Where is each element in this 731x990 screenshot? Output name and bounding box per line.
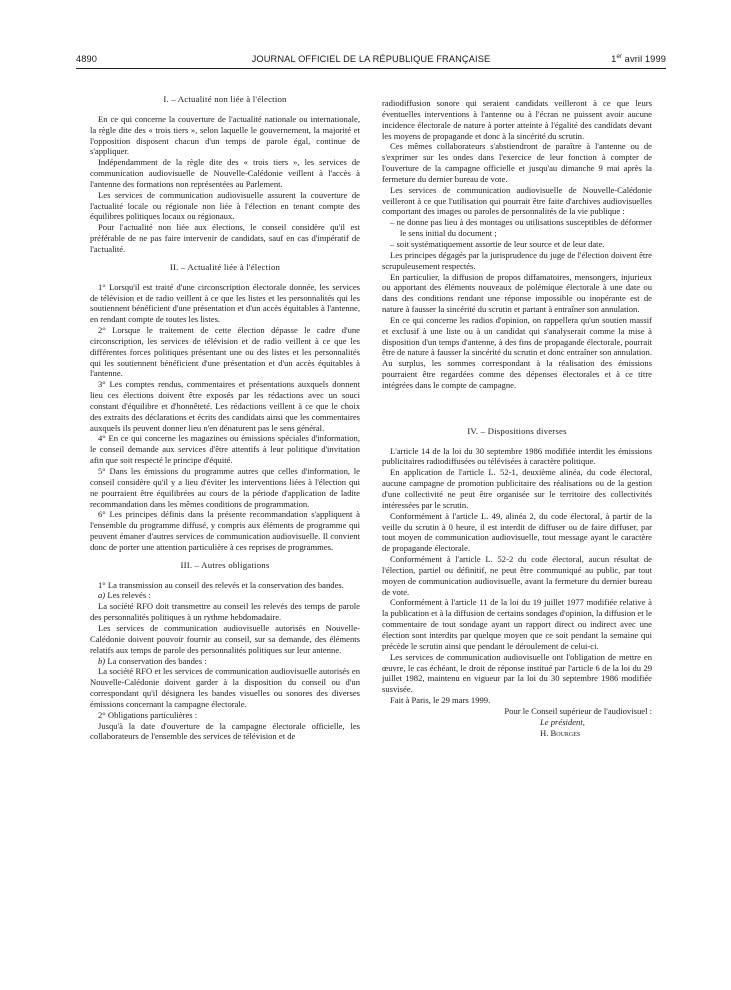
page-header	[76, 54, 666, 68]
paragraph: Les services de communication audiovisuelle ont l'obligation de mettre en œuvre, le cas échéant, le droit de réponse institué par l'article 6 de la loi du 29 juillet 1982, maintenu en vigueur par la loi du 30 septembre 1986 modifiée susvisée.	[382, 651, 652, 695]
list-item: – soit systématiquement assortie de leur source et de leur date.	[390, 238, 605, 249]
paragraph: Les services de communication audiovisuelle autorisés en Nouvelle-Calédonie doivent pouvoir fournir au conseil, sur sa demande, des éléments relatifs aux temps de parole des personnalités politiques sur leur antenne.	[90, 622, 360, 655]
page-number: 4890	[76, 54, 98, 64]
paragraph: Jusqu'à la date d'ouverture de la campagne électorale officielle, les collaborateurs de l'ensemble des services de télévision et de	[90, 720, 360, 742]
subheading-b: b) La conservation des bandes :	[98, 655, 207, 666]
section-title-2: II. – Actualité liée à l'élection	[169, 261, 281, 272]
paragraph: 1° Lorsqu'il est traité d'une circonscription électorale donnée, les services de télévision et de radio veillent à ce que les listes et les personnalités qui les soutiennent bénéficient d'une présentation et d'un accès équitables à l'antenne, en rendant compte de toutes les listes.	[90, 281, 360, 325]
subheading-a: a) Les relevés :	[98, 590, 151, 601]
paragraph: Les services de communication audiovisuelle assurent la couverture de l'actualité locale ou régionale non liée à l'élection en tenant compte des équilibres politiques locaux ou régionaux.	[90, 189, 360, 222]
section-title-1: I. – Actualité non liée à l'élection	[163, 94, 287, 104]
signature-title: Le président,	[540, 716, 585, 727]
paragraph: Pour l'actualité non liée aux élections, le conseil considère qu'il est préférable de ne pas faire intervenir de candidats, sauf en cas d'impératif de l'actualité.	[90, 222, 360, 254]
right-column	[382, 98, 652, 738]
paragraph: En particulier, la diffusion de propos diffamatoires, mensongers, injurieux ou apportant des éléments nouveaux de polémique électorale à une date ou dans des conditions rendant une réponse impossible ou inopérante est de nature à fausser la sincérité du scrutin et partant à entraîner son annulation.	[382, 271, 652, 315]
paragraph: Indépendamment de la règle dite des « trois tiers », les services de communication audiovisuelle de Nouvelle-Calédonie veillent à l'accès à l'antenne des formations non représentées au Parlement.	[90, 157, 360, 189]
section-title-4: IV. – Dispositions diverses	[467, 425, 567, 436]
paragraph: L'article 14 de la loi du 30 septembre 1986 modifiée interdit les émissions publicitaires radiodiffusées ou télévisées à caractère politique.	[382, 445, 652, 467]
bullet-list	[382, 217, 652, 250]
paragraph: Les services de communication audiovisuelle de Nouvelle-Calédonie veilleront à ce que l'utilisation qui pourrait être faite d'archives audiovisuelles comportant des images ou paroles de personnalités de la vie publique :	[382, 184, 652, 217]
paragraph: 1° La transmission au conseil des relevés et la conservation des bandes.	[98, 579, 344, 590]
section-title-3: III. – Autres obligations	[180, 559, 270, 570]
paragraph: 4° En ce qui concerne les magazines ou émissions spéciales d'information, le conseil demande aux services d'être attentifs à leur politique d'invitation afin que soit respecté le principe d'équité.	[90, 433, 360, 466]
paragraph: 5° Dans les émissions du programme autres que celles d'information, le conseil considère qu'il y a lieu d'éviter les interventions liées à l'élection qui ne pourraient être équilibrées au cours de la période d'application de ladite recommandation dans les mêmes conditions de programmation.	[90, 466, 360, 509]
paragraph: 2° Obligations particulières :	[98, 709, 198, 720]
issue-date: 1er avril 1999	[611, 54, 666, 65]
paragraph: En application de l'article L. 52-1, deuxième alinéa, du code électoral, aucune campagne de promotion publicitaire des réalisations ou de la gestion d'une collectivité ne peut être organisée sur le territoire des collectivités intéressées par le scrutin.	[382, 467, 652, 510]
paragraph: 2° Lorsque le traitement de cette élection dépasse le cadre d'une circonscription, les services de télévision et de radio veillent à ce que les différentes forces politiques présentant une ou des listes et les personnalités qui les soutiennent bénéficient d'une présentation et d'un accès équitables à l'antenne.	[90, 325, 360, 379]
signature-name: H. Bourges	[540, 727, 581, 738]
signing-place-date: Fait à Paris, le 29 mars 1999.	[390, 695, 491, 706]
signature-authority: Pour le Conseil supérieur de l'audiovisuel :	[504, 705, 652, 716]
paragraph: En ce qui concerne la couverture de l'actualité nationale ou internationale, la règle dite des « trois tiers », selon laquelle le gouvernement, la majorité et l'opposition disposent chacun d'un temps de parole égal, continue de s'appliquer.	[90, 113, 360, 157]
paragraph: Conformément à l'article 11 de la loi du 19 juillet 1977 modifiée relative à la publication et à la diffusion de certains sondages d'opinion, la diffusion et le commentaire de tout sondage ayant un rapport direct ou indirect avec une élection sont interdits par quelque moyen que ce soit pendant la semaine qui précède le scrutin ainsi que pendant le déroulement de celui-ci.	[382, 597, 652, 651]
list-item: – ne donne pas lieu à des montages ou utilisations susceptibles de déformer le sens initial du document ;	[390, 217, 652, 239]
paragraph: En ce qui concerne les radios d'opinion, on rappellera qu'un soutien massif et exclusif à une liste ou à un candidat qui s'analyserait comme la mise à disposition d'un temps d'antenne, à des fins de propagande électorale, pourrait être de nature à fausser la sincérité du scrutin et donc entraîner son annulation. Au surplus, les sommes correspondant à la réalisation des émissions pourraient être regardées comme des dépenses électorales et à ce titre intégrées dans le compte de campagne.	[382, 314, 652, 390]
paragraph: 3° Les comptes rendus, commentaires et présentations auxquels donnent lieu ces élections doivent être exposés par les rédactions avec un souci constant d'équilibre et d'honnêteté. Les rédactions veillent à ce que le choix des extraits des déclarations et écrits des candidats ainsi que les commentaires auxquels ils peuvent donner lieu n'en dénaturent pas le sens général.	[90, 379, 360, 433]
paragraph: Conformément à l'article L. 49, alinéa 2, du code électoral, à partir de la veille du scrutin à 0 heure, il est interdit de diffuser ou de faire diffuser, par tout moyen de communication audiovisuelle, tout message ayant le caractère de propagande électorale.	[382, 510, 652, 554]
paragraph: La société RFO doit transmettre au conseil les relevés des temps de parole des personnalités politiques à un rythme hebdomadaire.	[90, 601, 360, 623]
paragraph: Conformément à l'article L. 52-2 du code électoral, aucun résultat de l'élection, partiel ou définitif, ne peut être communiqué au public, par tout moyen de communication audiovisuelle, avant la fermeture du dernier bureau de vote.	[382, 554, 652, 597]
left-column	[90, 94, 360, 742]
header-rule	[76, 68, 666, 69]
paragraph: La société RFO et les services de communication audiovisuelle autorisés en Nouvelle-Calédonie doivent garder à la disposition du conseil ou d'un correspondant qu'il désignera les bandes visuelles ou sonores des diverses émissions concernant la campagne électorale.	[90, 666, 360, 709]
paragraph: Ces mêmes collaborateurs s'abstiendront de paraître à l'antenne ou de s'exprimer sur les ondes dans l'exercice de leur fonction à compter de l'ouverture de la campagne officielle et jusqu'au dimanche 9 mai après la fermeture du dernier bureau de vote.	[382, 141, 652, 184]
paragraph: 6° Les principes définis dans la présente recommandation s'appliquent à l'ensemble du programme diffusé, y compris aux éléments de programme qui peuvent émaner d'autres services de communication audiovisuelle. Il convient donc de porter une attention particulière à ces reprises de programmes.	[90, 509, 360, 552]
journal-title: JOURNAL OFFICIEL DE LA RÉPUBLIQUE FRANÇAISE	[251, 54, 491, 64]
paragraph: Les principes dégagés par la jurisprudence du juge de l'élection doivent être scrupuleusement respectés.	[382, 249, 652, 271]
paragraph: radiodiffusion sonore qui seraient candidats veilleront à ce que leurs éventuelles interventions à l'antenne ou à l'écran ne puissent avoir aucune incidence électorale de nature à porter atteinte à l'égalité des candidats devant les moyens de propagande et donc à la sincérité du scrutin.	[382, 98, 652, 141]
